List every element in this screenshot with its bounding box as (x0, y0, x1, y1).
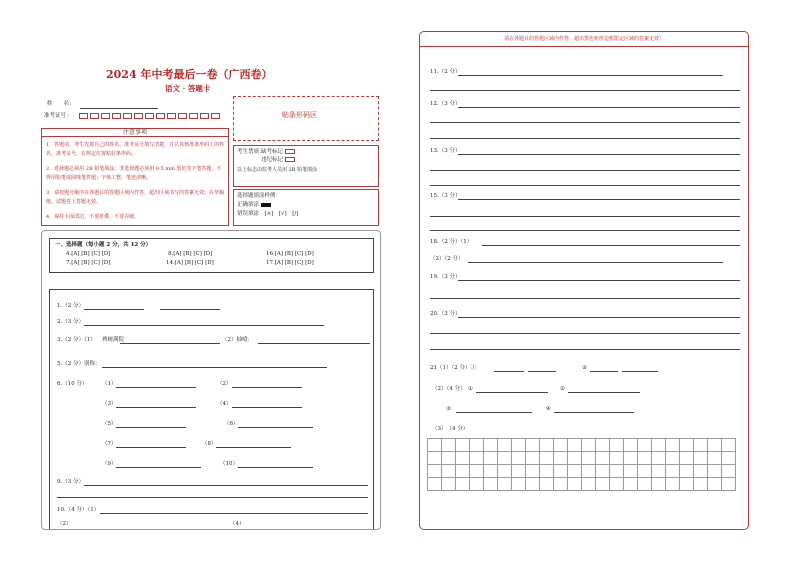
q21-answer-2d[interactable] (554, 412, 634, 413)
choice-7[interactable]: 7.[A] [B] [C] [D] (66, 260, 111, 266)
q21-answer-1c[interactable] (590, 371, 618, 372)
q21-mark-2: ② (582, 365, 587, 371)
q3-answer-1[interactable] (120, 343, 220, 344)
notice-item-1: 1．答题前，考生先将自己的姓名、准考证号填写清楚，并认真核准条形码上的姓名、准考证号，在规定位置贴好条形码。 (46, 142, 225, 157)
choice-16[interactable]: 16.[A] [B] [C] [D] (266, 251, 314, 257)
q20-answer-1[interactable] (458, 317, 740, 318)
choice-17[interactable]: 17.[A] [B] [C] [D] (266, 260, 314, 266)
missing-mark-label (261, 149, 295, 156)
q12-answer-1[interactable] (458, 107, 740, 108)
q21-answer-1b[interactable] (528, 371, 556, 372)
q21-mark-1: ① (468, 386, 473, 392)
notice-item-4: 4．保持卡面清洁，不要折叠、不要弄破。 (46, 214, 140, 220)
q6-answer-2[interactable] (232, 387, 302, 388)
q6-answer-7[interactable] (116, 447, 186, 448)
notice-item-2: 2．选择题必须用 2B 铅笔填涂；非选择题必须用 0.5 mm 黑色签字笔答题，不得用铅笔或圆珠笔答题；字体工整、笔迹清晰。 (46, 166, 222, 181)
q3-word-2: （2）抽噎： (222, 337, 253, 343)
q13-answer-2[interactable] (430, 170, 740, 171)
q13-answer-1[interactable] (458, 154, 740, 155)
barcode-area (233, 96, 379, 141)
q6-answer-8[interactable] (216, 447, 291, 448)
q6-item-3: （3） (102, 401, 117, 407)
q19-answer-2[interactable] (430, 298, 740, 299)
q12-answer-3[interactable] (430, 138, 740, 139)
q21-answer-1a[interactable] (494, 371, 524, 372)
q1-answer-b[interactable] (160, 309, 220, 310)
choice-14[interactable]: 14.[A] [B] [C] [D] (166, 260, 214, 266)
q9-label: 9.（3 分） (57, 479, 84, 485)
q6-answer-4[interactable] (232, 407, 302, 408)
missing-mark-box[interactable] (285, 149, 295, 154)
q6-answer-9[interactable] (116, 467, 201, 468)
composition-grid[interactable] (427, 438, 736, 491)
ticket-number-boxes[interactable] (79, 113, 222, 121)
nonchoice-box (49, 289, 374, 529)
fill-example-box (233, 189, 379, 226)
q12-answer-2[interactable] (430, 122, 740, 123)
right-top-notice: 请在各题目的答题区域内作答，超出黑色矩形边框限定区域的答案无效！ (503, 36, 664, 42)
q18-label: 18.（2 分）（1） (430, 239, 473, 245)
q21-part2-label: （2）（4 分） (432, 386, 466, 392)
q15-label: 15.（3 分） (430, 193, 461, 199)
barcode-label: 贴条形码区 (282, 111, 317, 119)
q19-answer-1[interactable] (458, 280, 740, 281)
q6-answer-1[interactable] (116, 387, 196, 388)
notice-item-3: 3．请按题号顺序在各题目的答题区域内作答，超出区域书写的答案无效；在草稿纸、试题卷上答题无效。 (46, 190, 225, 205)
choice-8[interactable]: 8.[A] [B] [C] [D] (168, 251, 213, 257)
answer-area-left (41, 230, 381, 530)
q6-item-2: （2） (217, 381, 232, 387)
q6-label: 6.（10 分） (57, 381, 88, 387)
q20-label: 20.（3 分） (430, 311, 461, 317)
grid-row (428, 439, 736, 452)
q3-word-1: 裨树满院 (102, 337, 125, 343)
fill-example-title: 选择题填涂样例： (237, 193, 282, 199)
fill-correct (237, 202, 271, 209)
q21-mark-3: ③ (446, 406, 451, 412)
q12-label: 12.（3 分） (430, 101, 461, 107)
grid-row (428, 465, 736, 478)
fill-wrong: 错误填涂 [×] [√] [/] (237, 211, 299, 217)
q3-label: 3.（2 分）（1） (57, 337, 96, 343)
q6-answer-5[interactable] (116, 427, 186, 428)
q11-answer-1[interactable] (458, 75, 723, 76)
q6-answer-6[interactable] (238, 427, 313, 428)
q6-item-8: （8） (202, 441, 217, 447)
q6-answer-10[interactable] (238, 467, 313, 468)
exam-subtitle: 语文 · 答题卡 (165, 84, 211, 93)
q20-answer-3[interactable] (430, 349, 740, 350)
q13-label: 13.（3 分） (430, 148, 461, 154)
q6-answer-3[interactable] (116, 407, 196, 408)
q10-answer-1[interactable] (100, 513, 368, 514)
choice-title: 一、选择题（每小题 2 分，共 12 分） (55, 242, 152, 248)
q21-answer-1d[interactable] (622, 371, 658, 372)
q6-item-7: （7） (102, 441, 117, 447)
right-page (419, 31, 749, 530)
absent-box (233, 145, 379, 187)
q21-mark-4: ④ (546, 406, 551, 412)
q21-answer-2a[interactable] (476, 392, 548, 393)
fill-correct-text: 正确填涂 (237, 202, 260, 208)
violation-mark-label (261, 157, 295, 164)
q9-answer-1[interactable] (84, 485, 368, 486)
q6-item-5: （5） (102, 421, 117, 427)
violation-mark-box[interactable] (285, 157, 295, 162)
q15-answer-1[interactable] (458, 199, 740, 200)
filled-sample (261, 203, 271, 207)
absent-note: 以上标志由监考人员用 2B 铅笔填涂 (237, 167, 318, 173)
q11-label: 11.（2 分） (430, 69, 461, 75)
q20-answer-2[interactable] (430, 333, 740, 334)
q6-item-9: （9） (102, 461, 117, 467)
grid-row (428, 478, 736, 491)
notice-box (41, 128, 229, 226)
q21-label: 21（1）（2 分）① (430, 365, 476, 371)
name-field[interactable] (80, 108, 158, 109)
q5-answer[interactable] (102, 367, 327, 368)
choice-4[interactable]: 4.[A] [B] [C] [D] (66, 251, 111, 257)
grid-row (428, 452, 736, 465)
q2-answer[interactable] (84, 325, 324, 326)
q18-answer-1[interactable] (482, 245, 740, 246)
q10-cut-4: （4） (230, 521, 245, 526)
q21-answer-2b[interactable] (568, 392, 640, 393)
q18-answer-2[interactable] (468, 262, 723, 263)
q1-label: 1.（2 分） (57, 303, 84, 309)
q21-mark-2b: ② (560, 386, 565, 392)
ticket-label: 准考证号： (44, 113, 72, 119)
q6-item-4: （4） (217, 401, 232, 407)
q6-item-10: （10） (220, 461, 238, 467)
top-rule (420, 46, 748, 47)
q2-label: 2.（3 分） (57, 319, 84, 325)
q19-label: 19.（3 分） (430, 274, 461, 280)
q1-answer-a[interactable] (84, 309, 144, 310)
q3-answer-2[interactable] (258, 343, 370, 344)
q10-cut-2: （2） (57, 521, 72, 526)
q21-part3-label: （3） （4 分） (432, 426, 469, 432)
q15-answer-2[interactable] (430, 216, 740, 217)
missing-mark-text: 缺考标记 (261, 149, 284, 155)
q18-part2-label: （2）（2 分） (430, 256, 464, 262)
q21-answer-2c[interactable] (456, 412, 532, 413)
q13-answer-3[interactable] (430, 185, 740, 186)
q6-item-1: （1） (102, 381, 117, 387)
choice-box (49, 238, 374, 273)
q15-answer-3[interactable] (430, 230, 740, 231)
q5-label: 5.（2 分）别称： (57, 361, 101, 367)
violation-mark-text: 违纪标记 (261, 157, 284, 163)
exam-title: 2024 年中考最后一卷（广西卷） (106, 68, 273, 81)
q6-item-6: （6） (224, 421, 239, 427)
notice-title: 注意事项 (42, 129, 228, 137)
name-label: 姓 名： (47, 101, 75, 107)
absent-label: 考生禁填： (237, 149, 265, 155)
q9-answer-2[interactable] (57, 497, 368, 498)
q10-label: 10.（4 分）（1） (57, 507, 100, 513)
q11-answer-2[interactable] (430, 90, 740, 91)
